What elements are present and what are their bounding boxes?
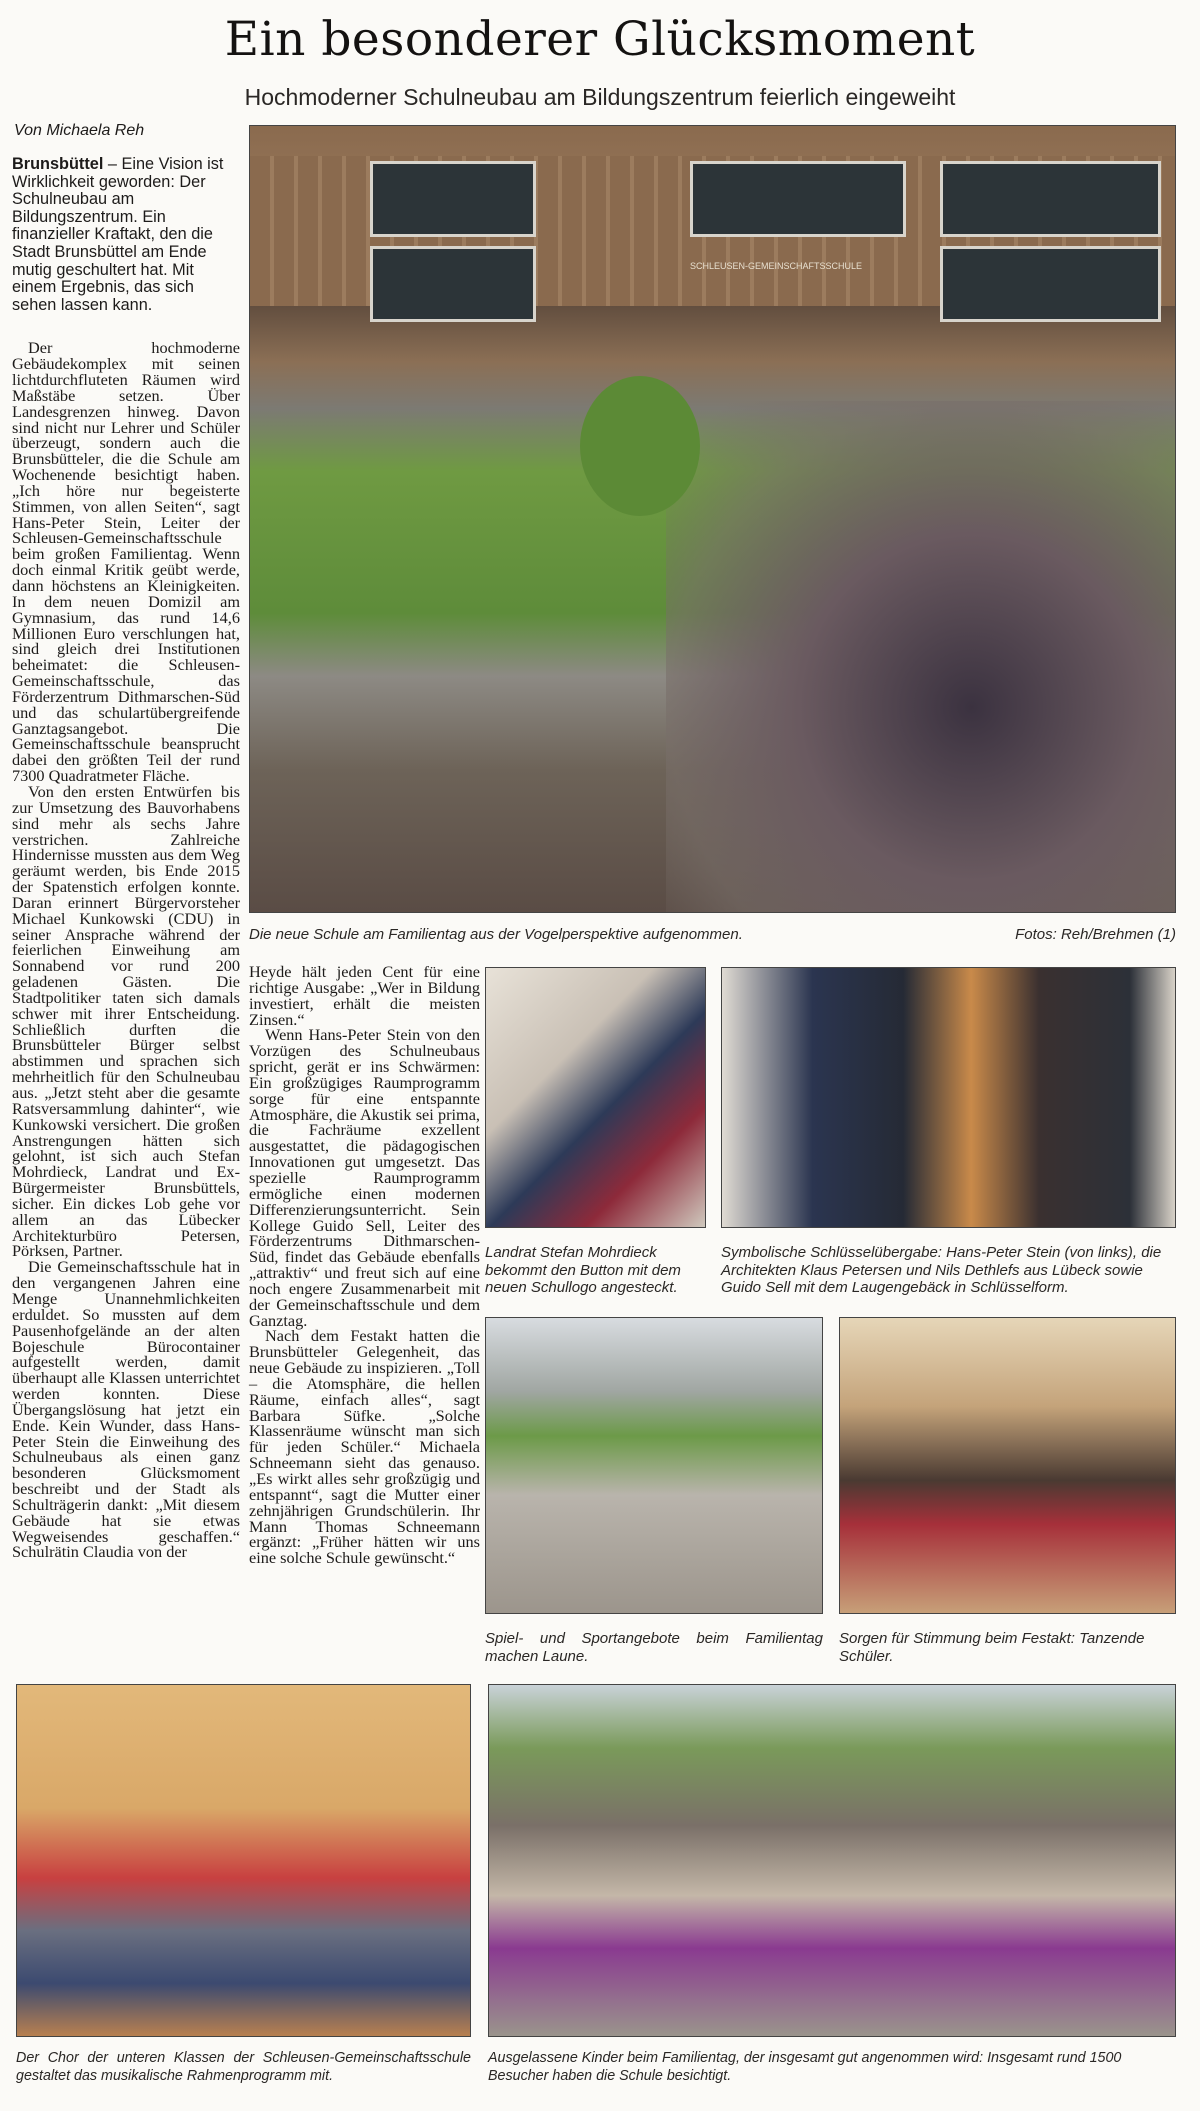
photo-caption: Spiel- und Sportangebote beim Familientag machen Laune.	[485, 1630, 823, 1665]
body-paragraph: Die Gemeinschaftsschule hat in den vergangenen Jahren eine Menge Unannehmlichkeiten erduldet. So mussten auf dem Pausenhofgelände an der alten Bojeschule Bürocontainer aufgestellt werden, damit überhaupt alle Klassen unterrichtet werden konnten. Diese Übergangslösung hat jetzt ein Ende. Kein Wunder, dass Hans-Peter Stein die Einweihung des Schulneubaus als einen ganz besonderen Glücksmoment beschreibt und der Stadt als Schulträgerin dankt: „Mit diesem Gebäude hat sie etwas Wegweisendes geschaffen.“ Schulrätin Claudia von der	[12, 1257, 240, 1562]
photo-landrat-button	[485, 967, 706, 1228]
photo-caption: Ausgelassene Kinder beim Familientag, der insgesamt gut angenommen wird: Insgesamt rund 1500 Besucher haben die Schule besichtigt.	[488, 2050, 1122, 2084]
tree	[580, 376, 700, 516]
photo-school-aerial	[249, 125, 1176, 913]
article-headline: Ein besonderer Glücksmoment	[224, 12, 976, 67]
building-window	[940, 161, 1161, 237]
photo-games	[485, 1317, 823, 1614]
photo-children-family-day	[488, 1684, 1176, 2037]
article-subheadline: Hochmoderner Schulneubau am Bildungszentrum feierlich eingeweiht	[244, 84, 956, 110]
building-window	[940, 246, 1161, 322]
building-window	[690, 161, 906, 237]
dateline: Brunsbüttel	[12, 155, 104, 173]
byline: Von Michaela Reh	[14, 122, 145, 139]
photo-caption: Der Chor der unteren Klassen der Schleusen-Gemeinschaftsschule gestaltet das musikalische Rahmenprogramm mit.	[16, 2050, 471, 2084]
photo-choir	[16, 1684, 471, 2037]
body-paragraph: Von den ersten Entwürfen bis zur Umsetzung des Bauvorhabens sind mehr als sechs Jahre verstrichen. Zahlreiche Hindernisse mussten aus dem Weg geräumt werden, bis Ende 2015 der Spatenstich erfolgen konnte. Daran erinnert Bürgervorsteher Michael Kunkowski (CDU) in seiner Ansprache während der feierlichen Einweihung am Sonnabend vor rund 200 geladenen Gästen. Die Stadtpolitiker taten sich damals schwer mit ihrer Entscheidung. Schließlich durften die Brunsbütteler Bürger selbst abstimmen und sprachen sich mehrheitlich für den Schulneubau aus. „Jetzt steht aber die gesamte Ratsversammlung dahinter“, wie Kunkowski versichert. Die großen Anstrengungen hätten sich gelohnt, ist sich auch Stefan Mohrdieck, Landrat und Ex-Bürgermeister Brunsbüttels, sicher. Ein dickes Lob gehe vor allem an das Lübecker Architekturbüro Petersen, Pörksen, Partner.	[12, 781, 240, 1261]
body-paragraph: Heyde hält jeden Cent für eine richtige Ausgabe: „Wer in Bildung investiert, erhält die meisten Zinsen.“	[249, 962, 480, 1029]
photo-key-handover	[721, 967, 1176, 1228]
crowd	[666, 401, 1175, 912]
body-paragraph: Nach dem Festakt hatten die Brunsbütteler Gelegenheit, das neue Gebäude zu inspizieren. „Toll – die Atomsphäre, die hellen Räume, einfach alles“, sagt Barbara Süfke. „Solche Klassenräume wünscht man sich für jeden Schüler.“ Michaela Schneemann sieht das genauso. „Es wirkt alles sehr großzügig und entspannt“, sagt die Mutter einer zehnjährigen Grundschülerin. Ihr Mann Thomas Schneemann ergänzt: „Früher hätten wir uns eine solche Schule gewünscht.“	[249, 1326, 480, 1568]
photo-dancing-students	[839, 1317, 1176, 1614]
building-window	[370, 246, 536, 322]
photo-credit: Fotos: Reh/Brehmen (1)	[1015, 926, 1176, 943]
photo-caption: Symbolische Schlüsselübergabe: Hans-Peter Stein (von links), die Architekten Klaus Petersen und Nils Dethlefs aus Lübeck sowie Guido Sell mit dem Laugengebäck in Schlüsselform.	[721, 1244, 1162, 1296]
photo-caption-main: Die neue Schule am Familientag aus der Vogelperspektive aufgenommen.	[249, 926, 743, 943]
lead-paragraph	[12, 156, 240, 314]
body-paragraph: Wenn Hans-Peter Stein von den Vorzügen des Schulneubaus spricht, gerät er ins Schwärmen: Ein großzügiges Raumprogramm sorge für eine entspannte Atmosphäre, die Akustik sei prima, die Fachräume exzellent ausgestattet, die pädagogischen Innovationen gut umgesetzt. Das spezielle Raumprogramm ermögliche einen modernen Differenzierungsunterricht. Sein Kollege Guido Sell, Leiter des Förderzentrums Dithmarschen-Süd, findet das Gebäude ebenfalls „attraktiv“ und freut sich auf eine noch engere Zusammenarbeit mit der Gemeinschaftsschule und dem Ganztag.	[249, 1025, 480, 1330]
text-column-1	[12, 156, 240, 1560]
building-window	[370, 161, 536, 237]
building-sign: SCHLEUSEN-GEMEINSCHAFTSSCHULE	[690, 261, 863, 271]
photo-caption: Landrat Stefan Mohrdieck bekommt den Button mit dem neuen Schullogo angesteckt.	[485, 1244, 681, 1296]
photo-caption: Sorgen für Stimmung beim Festakt: Tanzende Schüler.	[839, 1630, 1145, 1665]
body-paragraph: Der hochmoderne Gebäudekomplex mit seinen lichtdurchfluteten Räumen wird Maßstäbe setzen. Über Landesgrenzen hinweg. Davon sind nicht nur Lehrer und Schüler überzeugt, sondern auch die Brunsbütteler, die die Schule am Wochenende besichtigt haben. „Ich höre nur begeisterte Stimmen, von allen Seiten“, sagt Hans-Peter Stein, Leiter der Schleusen-Gemeinschaftsschule beim großen Familientag. Wenn doch einmal Kritik geübt werde, dann höchstens an Kleinigkeiten. In dem neuen Domizil am Gymnasium, das rund 14,6 Millionen Euro verschlungen hat, sind gleich drei Institutionen beheimatet: die Schleusen-Gemeinschaftsschule, das Förderzentrum Dithmarschen-Süd und das schulartübergreifende Ganztagsangebot. Die Gemeinschaftsschule beansprucht dabei den größten Teil der rund 7300 Quadratmeter Fläche.	[12, 338, 240, 786]
text-column-2	[249, 964, 480, 1566]
lead-text: – Eine Vision ist Wirklichkeit geworden: Der Schulneubau am Bildungszentrum. Ein finanzieller Kraftakt, den die Stadt Brunsbüttel am Ende mutig geschultert hat. Mit einem Ergebnis, das sich sehen lassen kann.	[12, 155, 224, 314]
